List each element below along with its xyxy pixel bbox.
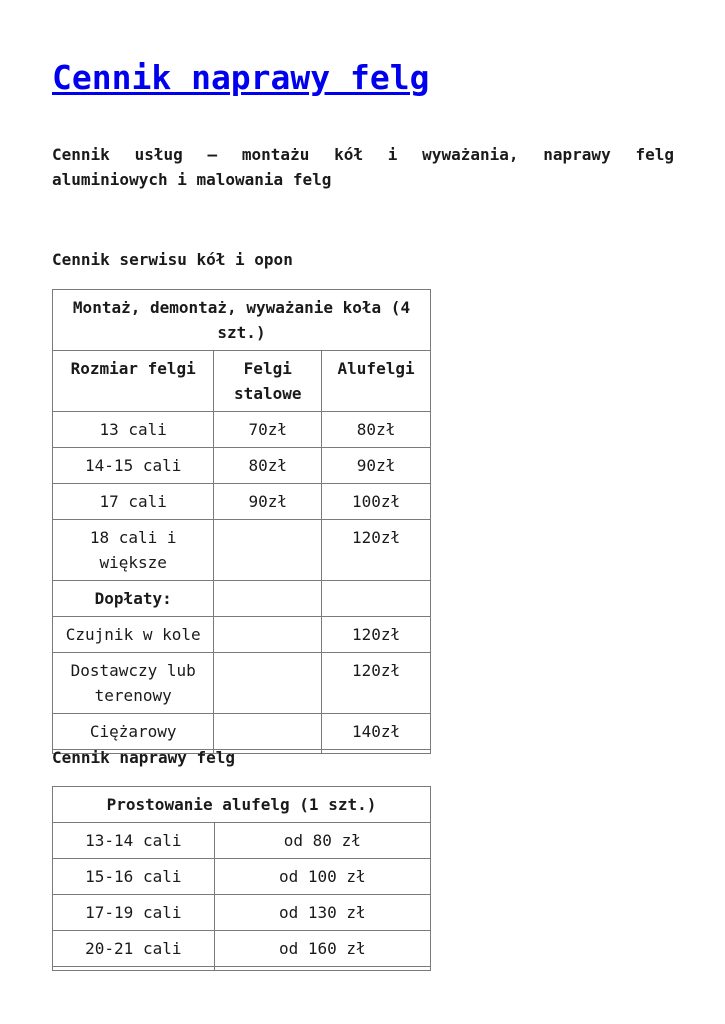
rim-repair-price-table	[52, 786, 431, 971]
table-cell: od 100 zł	[214, 859, 430, 895]
table-caption: Montaż, demontaż, wyważanie koła (4 szt.)	[53, 290, 431, 351]
table-row	[53, 412, 431, 448]
table-row	[53, 484, 431, 520]
table-caption-row	[53, 787, 431, 823]
table-cell: 80zł	[214, 448, 322, 484]
table-row	[53, 823, 431, 859]
table-cell: 13 cali	[53, 412, 214, 448]
table-row	[53, 581, 431, 617]
table-cell: Czujnik w kole	[53, 617, 214, 653]
table-cell: od 160 zł	[214, 931, 430, 967]
table-cell	[322, 581, 431, 617]
table-cell: 13-14 cali	[53, 823, 215, 859]
table-cell: 90zł	[322, 448, 431, 484]
surcharges-label: Dopłaty:	[53, 581, 214, 617]
table-cell: 100zł	[322, 484, 431, 520]
section-title-rim-repair: Cennik naprawy felg	[52, 748, 236, 767]
empty-row	[53, 967, 431, 971]
table-row	[53, 895, 431, 931]
column-header: Alufelgi	[322, 351, 431, 412]
table-cell: 18 cali i większe	[53, 520, 214, 581]
table-cell: 17-19 cali	[53, 895, 215, 931]
column-header: Felgi stalowe	[214, 351, 322, 412]
table-cell: 120zł	[322, 520, 431, 581]
table-cell: 120zł	[322, 617, 431, 653]
intro-text: Cennik usług – montażu kół i wyważania, naprawy felg aluminiowych i malowania felg	[52, 145, 674, 189]
table-cell: 15-16 cali	[53, 859, 215, 895]
empty-cell	[53, 967, 215, 971]
section-title-wheel-service: Cennik serwisu kół i opon	[52, 250, 293, 269]
table-caption-row	[53, 290, 431, 351]
table-row	[53, 520, 431, 581]
table-cell	[214, 653, 322, 714]
page-title	[52, 58, 430, 98]
table-cell: 20-21 cali	[53, 931, 215, 967]
table-row	[53, 859, 431, 895]
empty-cell	[214, 967, 430, 971]
table-cell: 80zł	[322, 412, 431, 448]
table-cell: 140zł	[322, 714, 431, 750]
table-header-row	[53, 351, 431, 412]
table-cell	[214, 520, 322, 581]
table-cell	[214, 617, 322, 653]
table-row	[53, 653, 431, 714]
table-cell	[214, 581, 322, 617]
empty-cell	[322, 750, 431, 754]
page-title-link[interactable]: Cennik naprawy felg	[52, 58, 430, 97]
table-row	[53, 714, 431, 750]
table-cell: Dostawczy lub terenowy	[53, 653, 214, 714]
table-cell: 90zł	[214, 484, 322, 520]
table-cell: od 130 zł	[214, 895, 430, 931]
table-cell: 70zł	[214, 412, 322, 448]
table-cell	[214, 714, 322, 750]
table-cell: 17 cali	[53, 484, 214, 520]
table-row	[53, 617, 431, 653]
table-row	[53, 931, 431, 967]
table-cell: Ciężarowy	[53, 714, 214, 750]
table-cell: od 80 zł	[214, 823, 430, 859]
table-cell: 14-15 cali	[53, 448, 214, 484]
column-header: Rozmiar felgi	[53, 351, 214, 412]
table-row	[53, 448, 431, 484]
table-cell: 120zł	[322, 653, 431, 714]
table-caption: Prostowanie alufelg (1 szt.)	[53, 787, 431, 823]
wheel-service-price-table	[52, 289, 431, 754]
